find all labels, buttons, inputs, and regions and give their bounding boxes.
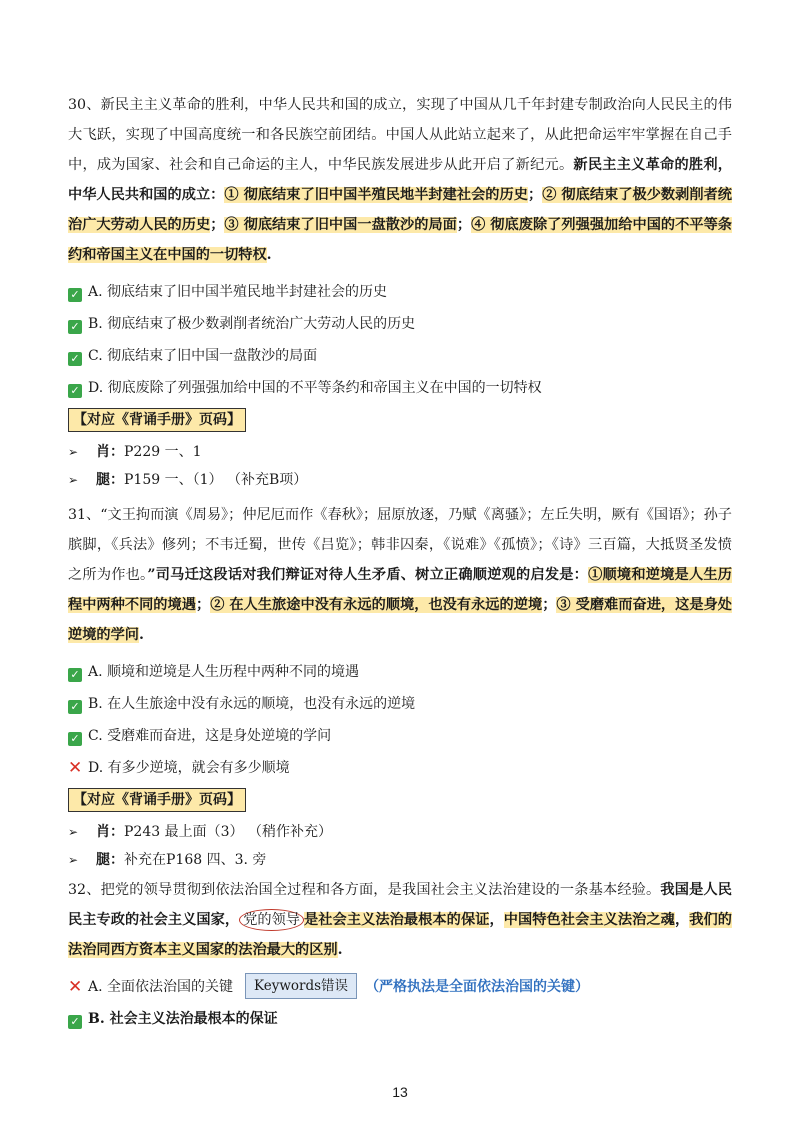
- check-icon: ✓: [68, 320, 82, 334]
- option-a: ✓ A. 顺境和逆境是人生历程中两种不同的境遇: [68, 656, 732, 688]
- check-icon: ✓: [68, 288, 82, 302]
- question-31-stem: 31、“文王拘而演《周易》；仲尼厄而作《春秋》；屈原放逐，乃赋《离骚》；左丘失明，厥有《国语》；孙子膑脚，《兵法》修列；不韦迁蜀，世传《吕览》；韩非囚秦，《说难》《孤愤》；《诗》三百篇，大抵贤圣发愤之所为作也。”司马迁这段话对我们辩证对待人生矛盾、树立正确顺逆观的启发是：①顺境和逆境是人生历程中两种不同的境遇；② 在人生旅途中没有永远的顺境，也没有永远的逆境；③ 受磨难而奋进，这是身处逆境的学问.: [68, 507, 732, 643]
- question-30: [68, 90, 732, 494]
- arrow-bullet-icon: ➢: [68, 825, 79, 839]
- option-b: ✓ B. 彻底结束了极少数剥削者统治广大劳动人民的历史: [68, 308, 732, 340]
- highlighted-answer: ② 彻底结束了极少数剥削者统治广大劳动人民的历史: [68, 187, 732, 233]
- question-32-stem: 32、把党的领导贯彻到依法治国全过程和各方面，是我国社会主义法治建设的一条基本经验。我国是人民民主专政的社会主义国家， 党的领导 是社会主义法治最根本的保证，中国特色社会主义法治之魂，我们的法治同西方资本主义国家的法治最大的区别.: [68, 882, 732, 958]
- option-b: ✓ B. 在人生旅途中没有永远的顺境，也没有永远的逆境: [68, 688, 732, 720]
- check-icon: ✓: [68, 1015, 82, 1029]
- cross-icon: ✕: [68, 758, 83, 778]
- option-c: ✓ C. 受磨难而奋进，这是身处逆境的学问: [68, 720, 732, 752]
- option-b: ✓ B. 社会主义法治最根本的保证: [68, 1003, 732, 1035]
- page-number: 13: [392, 1084, 408, 1100]
- keywords-error-tag: Keywords错误: [245, 973, 357, 999]
- highlighted-answer: 是社会主义法治最根本的保证: [303, 912, 490, 928]
- circled-keyword: 党的领导: [239, 909, 304, 931]
- question-30-stem: 30、新民主主义革命的胜利，中华人民共和国的成立，实现了中国从几千年封建专制政治向人民民主的伟大飞跃，实现了中国高度统一和各民族空前团结。中国人从此站立起来了，从此把命运牢牢掌握在自己手中，成为国家、社会和自己命运的主人，中华民族发展进步从此开启了新纪元。新民主主义革命的胜利，中华人民共和国的成立：① 彻底结束了旧中国半殖民地半封建社会的历史；② 彻底结束了极少数剥削者统治广大劳动人民的历史；③ 彻底结束了旧中国一盘散沙的局面；④ 彻底废除了列强强加给中国的不平等条约和帝国主义在中国的一切特权.: [68, 97, 732, 263]
- highlighted-answer: ④ 彻底废除了列强强加给中国的不平等条约和帝国主义在中国的一切特权: [68, 217, 732, 263]
- question-31: [68, 500, 732, 874]
- reference-item: ➢ 腿：补充在P168 四、3. 旁: [68, 846, 732, 874]
- arrow-bullet-icon: ➢: [68, 853, 79, 867]
- check-icon: ✓: [68, 352, 82, 366]
- highlighted-answer: ①顺境和逆境是人生历程中两种不同的境遇: [68, 567, 732, 613]
- option-c: ✓ C. 彻底结束了旧中国一盘散沙的局面: [68, 340, 732, 372]
- highlighted-answer: ② 在人生旅途中没有永远的顺境，也没有永远的逆境: [210, 597, 543, 613]
- check-icon: ✓: [68, 384, 82, 398]
- arrow-bullet-icon: ➢: [68, 473, 79, 487]
- highlighted-answer: ① 彻底结束了旧中国半殖民地半封建社会的历史: [224, 187, 528, 203]
- reference-title: 【对应《背诵手册》页码】: [68, 788, 246, 812]
- reference-item: ➢ 肖：P229 一、1: [68, 438, 732, 466]
- option-a: ✕ A. 全面依法治国的关键 Keywords错误 （严格执法是全面依法治国的关键）: [68, 971, 732, 1003]
- check-icon: ✓: [68, 700, 82, 714]
- reference-item: ➢ 腿：P159 一、（1） （补充B项）: [68, 466, 732, 494]
- arrow-bullet-icon: ➢: [68, 445, 79, 459]
- check-icon: ✓: [68, 668, 82, 682]
- option-a: ✓ A. 彻底结束了旧中国半殖民地半封建社会的历史: [68, 276, 732, 308]
- cross-icon: ✕: [68, 977, 83, 997]
- reference-title: 【对应《背诵手册》页码】: [68, 408, 246, 432]
- option-d: ✕ D. 有多少逆境，就会有多少顺境: [68, 752, 732, 784]
- highlighted-answer: 我们的法治同西方资本主义国家的法治最大的区别: [68, 912, 732, 958]
- option-d: ✓ D. 彻底废除了列强强加给中国的不平等条约和帝国主义在中国的一切特权: [68, 372, 732, 404]
- highlighted-answer: ③ 受磨难而奋进，这是身处逆境的学问: [68, 597, 732, 643]
- highlighted-answer: 中国特色社会主义法治之魂: [503, 912, 675, 928]
- question-32: [68, 875, 732, 1035]
- check-icon: ✓: [68, 732, 82, 746]
- highlighted-answer: ③ 彻底结束了旧中国一盘散沙的局面: [224, 217, 457, 233]
- correction-note: （严格执法是全面依法治国的关键）: [365, 979, 590, 995]
- reference-item: ➢ 肖：P243 最上面（3） （稍作补充）: [68, 818, 732, 846]
